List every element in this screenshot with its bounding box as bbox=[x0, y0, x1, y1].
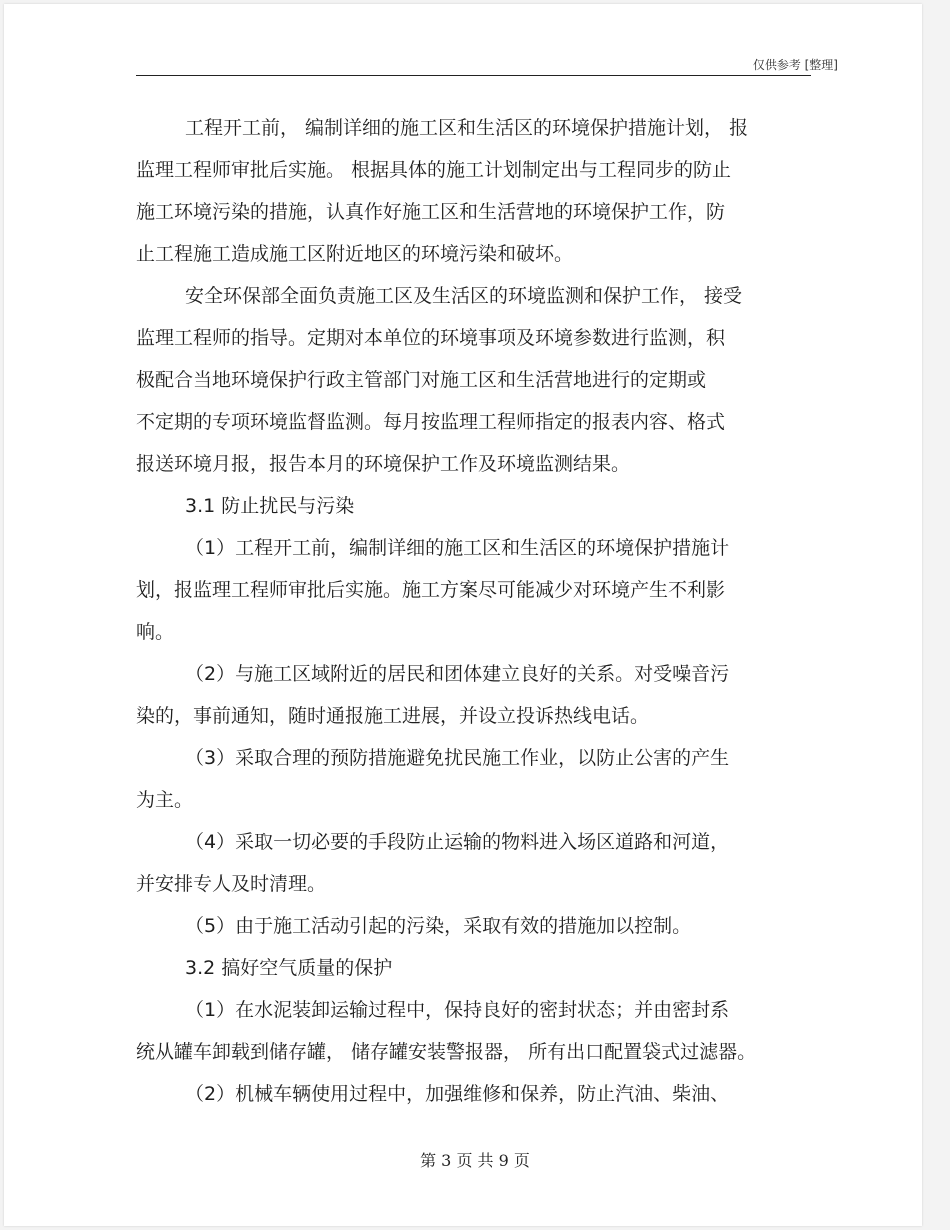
page-header: 仅供参考 [整理] bbox=[752, 58, 838, 72]
body-line: 施工环境污染的措施，认真作好施工区和生活营地的环境保护工作，防 bbox=[136, 201, 726, 223]
header-rule bbox=[136, 75, 811, 76]
body-line: 报送环境月报，报告本月的环境保护工作及环境监测结果。 bbox=[136, 453, 631, 475]
section-heading: 3.2 搞好空气质量的保护 bbox=[185, 957, 393, 979]
page-footer: 第 3 页 共 9 页 bbox=[420, 1151, 530, 1170]
body-line: （5）由于施工活动引起的污染，采取有效的措施加以控制。 bbox=[185, 915, 692, 937]
body-line: 安全环保部全面负责施工区及生活区的环境监测和保护工作， 接受 bbox=[185, 285, 743, 307]
body-line: 不定期的专项环境监督监测。每月按监理工程师指定的报表内容、格式 bbox=[136, 411, 726, 433]
body-line: 染的，事前通知，随时通报施工进展，并设立投诉热线电话。 bbox=[136, 705, 650, 727]
body-line: 极配合当地环境保护行政主管部门对施工区和生活营地进行的定期或 bbox=[136, 369, 707, 391]
body-line: 划，报监理工程师审批后实施。施工方案尽可能减少对环境产生不利影 bbox=[136, 579, 726, 601]
body-line: 为主。 bbox=[136, 789, 194, 811]
body-line: （1）工程开工前，编制详细的施工区和生活区的环境保护措施计 bbox=[185, 537, 730, 559]
body-line: 并安排专人及时清理。 bbox=[136, 873, 327, 895]
body-line: （3）采取合理的预防措施避免扰民施工作业，以防止公害的产生 bbox=[185, 747, 730, 769]
body-line: （2）与施工区域附近的居民和团体建立良好的关系。对受噪音污 bbox=[185, 663, 730, 685]
section-heading: 3.1 防止扰民与污染 bbox=[185, 495, 355, 517]
body-line: （1）在水泥装卸运输过程中，保持良好的密封状态；并由密封系 bbox=[185, 999, 730, 1021]
body-line: 监理工程师的指导。定期对本单位的环境事项及环境参数进行监测，积 bbox=[136, 327, 726, 349]
body-line: 工程开工前， 编制详细的施工区和生活区的环境保护措施计划， 报 bbox=[185, 117, 749, 139]
body-line: （2）机械车辆使用过程中，加强维修和保养，防止汽油、柴油、 bbox=[185, 1083, 730, 1105]
body-line: 监理工程师审批后实施。 根据具体的施工计划制定出与工程同步的防止 bbox=[136, 159, 732, 181]
body-line: 止工程施工造成施工区附近地区的环境污染和破坏。 bbox=[136, 243, 574, 265]
body-line: （4）采取一切必要的手段防止运输的物料进入场区道路和河道， bbox=[185, 831, 730, 853]
body-line: 响。 bbox=[136, 621, 175, 643]
body-line: 统从罐车卸载到储存罐， 储存罐安装警报器， 所有出口配置袋式过滤器。 bbox=[136, 1041, 757, 1063]
